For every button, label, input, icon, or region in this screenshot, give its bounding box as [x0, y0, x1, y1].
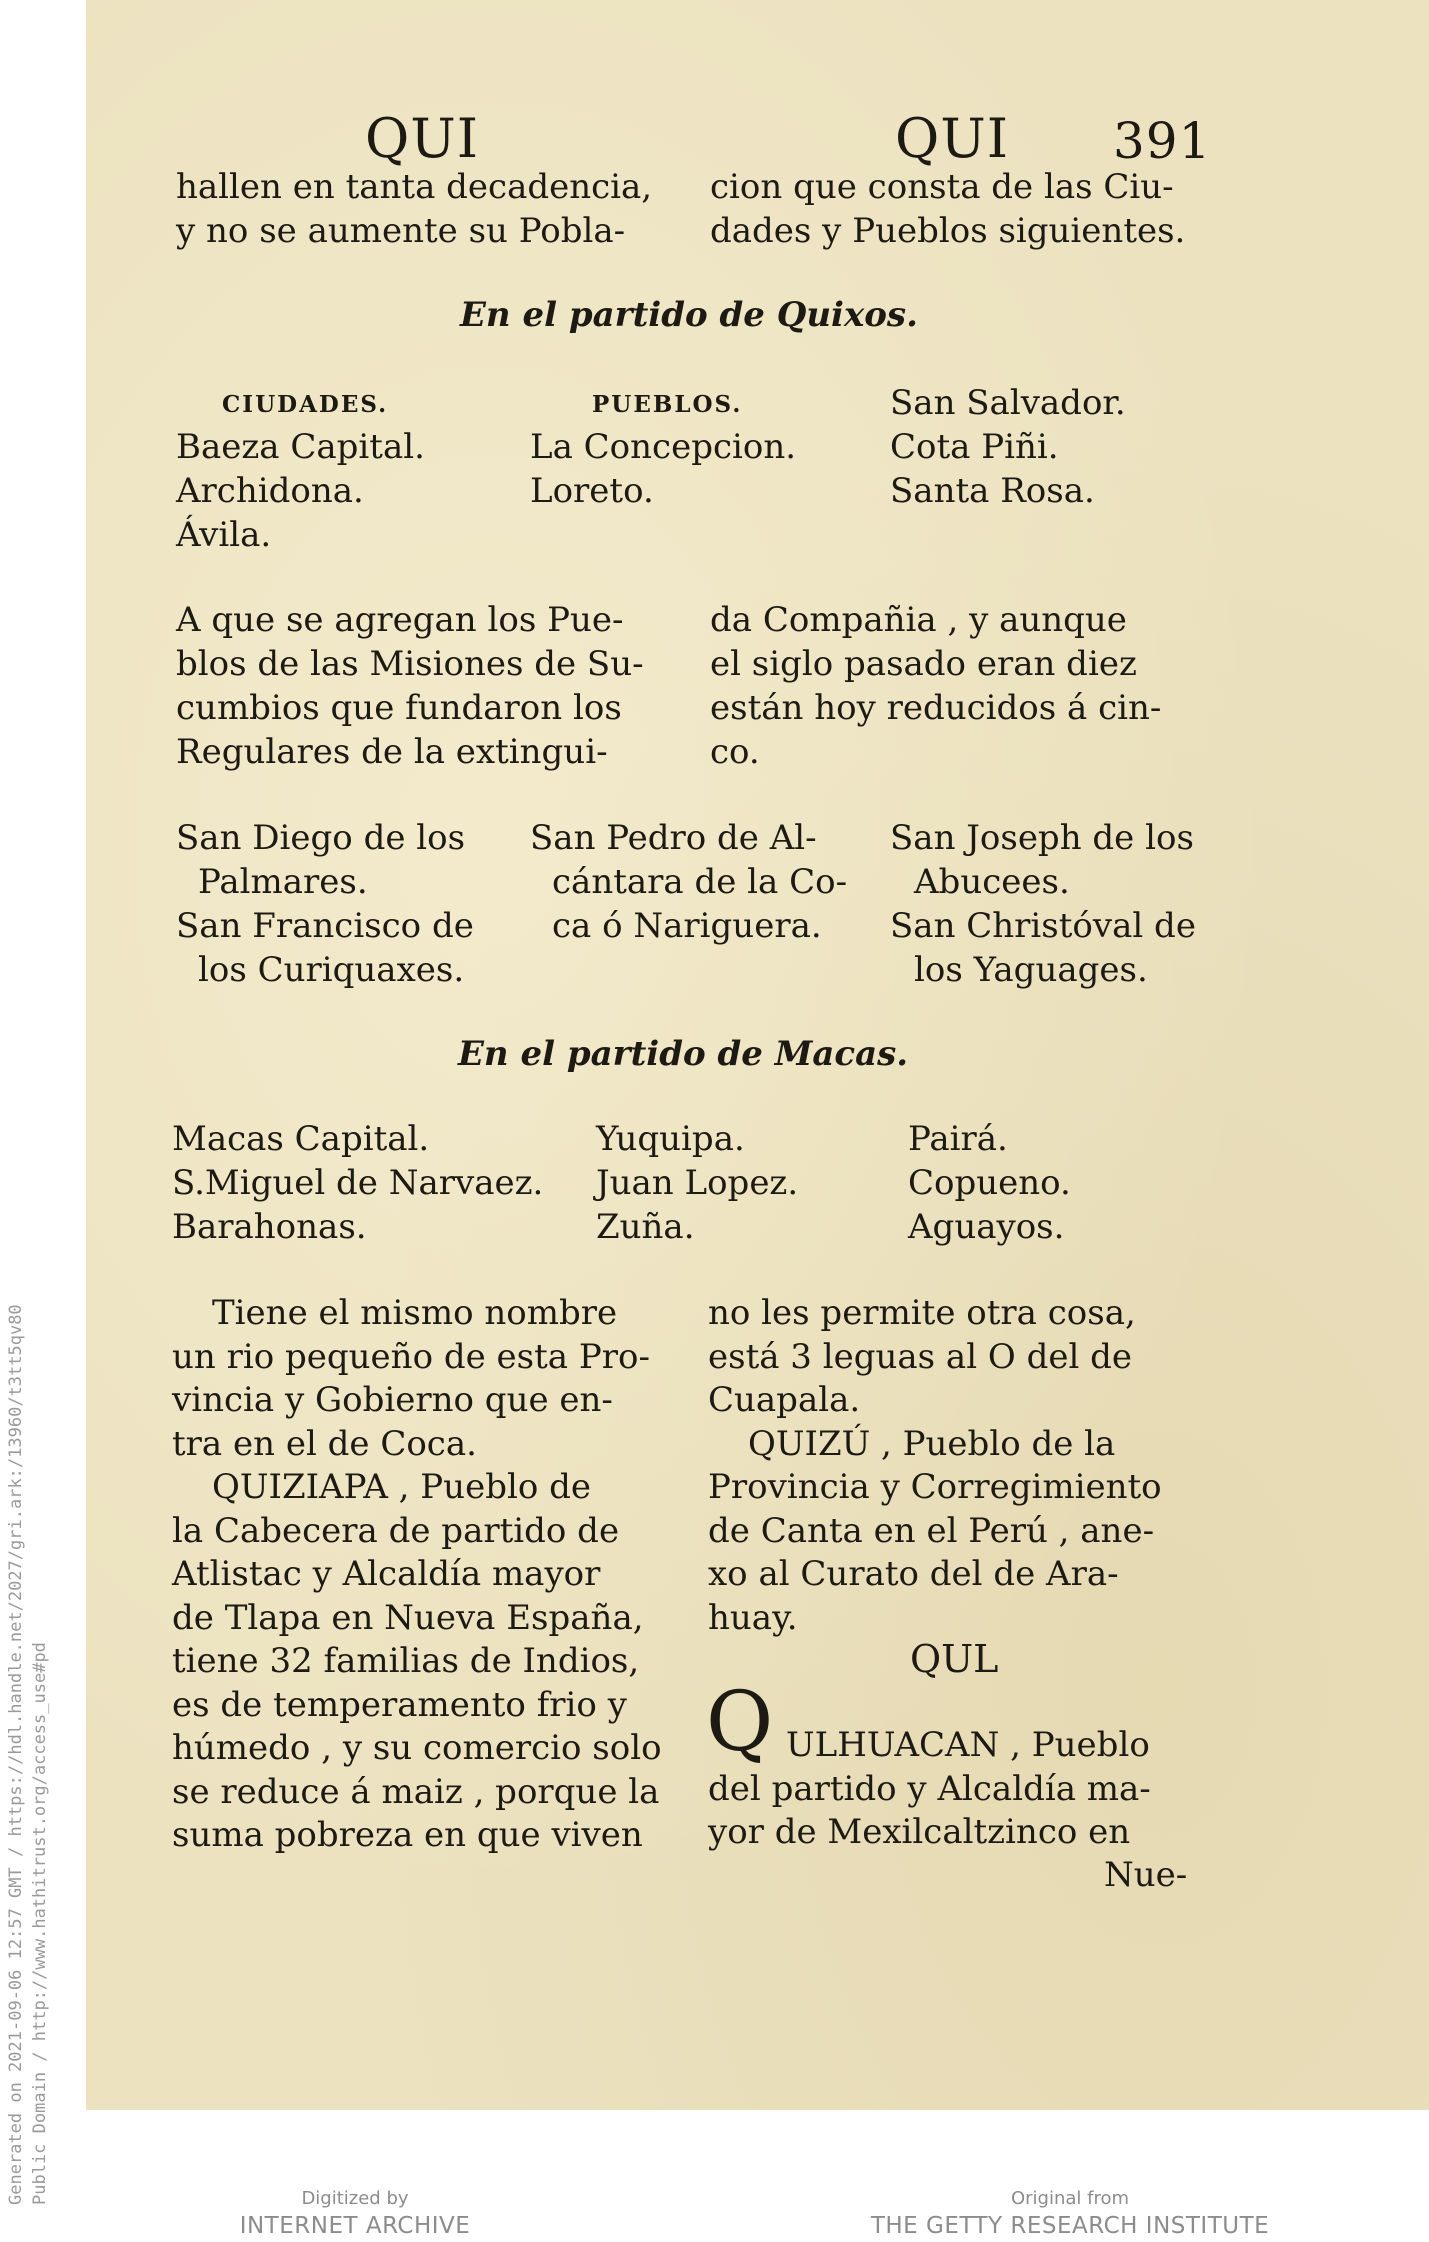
mission-entry: San Joseph de los	[890, 818, 1194, 858]
city-entry: Ávila.	[176, 515, 272, 555]
town-entry: Aguayos.	[908, 1207, 1065, 1247]
body-line: no les permite otra cosa,	[708, 1293, 1136, 1333]
body-line: xo al Curato del de Ara-	[708, 1554, 1119, 1594]
entry-line: ULHUACAN , Pueblo	[786, 1725, 1150, 1765]
mission-entry: Palmares.	[198, 862, 368, 902]
town-entry: Copueno.	[908, 1163, 1071, 1203]
body-line: Atlistac y Alcaldía mayor	[172, 1554, 601, 1594]
footer-internet-archive: INTERNET ARCHIVE	[239, 2213, 471, 2239]
drop-cap: Q	[706, 1675, 774, 1770]
body-line: de Canta en el Perú , ane-	[708, 1510, 1155, 1551]
city-entry: Baeza Capital.	[176, 427, 425, 467]
mission-entry: San Pedro de Al-	[530, 818, 817, 858]
section-heading-qul: QUL	[910, 1637, 999, 1681]
page-number: 391	[1113, 112, 1212, 170]
column-label-ciudades: CIUDADES.	[222, 391, 389, 418]
body-line: un rio pequeño de esta Pro-	[172, 1336, 650, 1377]
running-head-left: QUI	[365, 107, 480, 170]
mission-entry: San Diego de los	[176, 818, 466, 858]
body-line: se reduce á maiz , porque la	[172, 1771, 660, 1812]
intro-line: y no se aumente su Pobla-	[176, 211, 626, 251]
paragraph-line: A que se agregan los Pue-	[176, 600, 624, 640]
entry-line: del partido y Alcaldía ma-	[708, 1769, 1151, 1809]
body-line: de Tlapa en Nueva España,	[172, 1597, 644, 1638]
paragraph-line: están hoy reducidos á cin-	[710, 688, 1162, 728]
town-entry: Yuquipa.	[596, 1119, 745, 1159]
footer-digitized-by: Digitized by	[301, 2188, 409, 2209]
body-line: Cuapala.	[708, 1380, 861, 1420]
paragraph-line: Regulares de la extingui-	[176, 732, 608, 772]
footer-original-from: Original from	[1010, 2188, 1130, 2209]
entry-line: yor de Mexilcaltzinco en	[708, 1812, 1131, 1852]
body-line: QUIZÚ , Pueblo de la	[748, 1423, 1116, 1464]
body-line: tiene 32 familias de Indios,	[172, 1641, 640, 1681]
mission-entry: los Curiquaxes.	[198, 950, 465, 990]
mission-entry: San Francisco de	[176, 906, 474, 946]
town-entry: Santa Rosa.	[890, 471, 1095, 511]
paragraph-line: cumbios que fundaron los	[176, 688, 622, 728]
body-line: es de temperamento frio y	[172, 1684, 627, 1725]
paragraph-line: blos de las Misiones de Su-	[176, 644, 644, 684]
body-line: tra en el de Coca.	[172, 1423, 477, 1464]
footer-digitized	[150, 2188, 560, 2239]
mission-entry: ca ó Nariguera.	[552, 906, 822, 946]
town-entry: Pairá.	[908, 1119, 1008, 1159]
body-line: la Cabecera de partido de	[172, 1510, 620, 1551]
paragraph-line: co.	[710, 732, 760, 772]
paragraph-line: el siglo pasado eran diez	[710, 644, 1137, 684]
body-line: vincia y Gobierno que en-	[172, 1380, 613, 1420]
town-entry: Zuña.	[596, 1207, 695, 1247]
body-line: Tiene el mismo nombre	[212, 1293, 618, 1333]
mission-entry: los Yaguages.	[914, 950, 1148, 990]
running-head-right: QUI	[895, 107, 1010, 170]
watermark-line-2: Public Domain / http://www.hathitrust.org/access_use#pd	[30, 1642, 50, 2205]
city-entry: S.Miguel de Narvaez.	[172, 1163, 544, 1203]
body-line: Provincia y Corregimiento	[708, 1467, 1162, 1507]
section-heading-macas: En el partido de Macas.	[458, 1034, 909, 1074]
town-entry: Loreto.	[530, 471, 654, 511]
catchword: Nue-	[1104, 1855, 1188, 1895]
paragraph-line: da Compañia , y aunque	[710, 600, 1127, 640]
footer-original	[820, 2188, 1320, 2239]
intro-line: dades y Pueblos siguientes.	[710, 211, 1186, 251]
body-line: huay.	[708, 1597, 798, 1638]
mission-entry: San Christóval de	[890, 906, 1196, 946]
body-line: QUIZIAPA , Pueblo de	[212, 1467, 591, 1507]
footer-getty: THE GETTY RESEARCH INSTITUTE	[870, 2213, 1270, 2239]
intro-line: hallen en tanta decadencia,	[176, 167, 653, 207]
intro-line: cion que consta de las Ciu-	[710, 167, 1174, 207]
mission-entry: cántara de la Co-	[552, 862, 848, 902]
city-entry: Macas Capital.	[172, 1119, 430, 1159]
town-entry: Juan Lopez.	[596, 1163, 799, 1203]
body-line: suma pobreza en que viven	[172, 1815, 643, 1855]
watermark-line-1: Generated on 2021-09-06 12:57 GMT / https://hdl.handle.net/2027/gri.ark:/13960/t3tt5qv80	[6, 1304, 26, 2205]
city-entry: Barahonas.	[172, 1207, 367, 1247]
body-line: húmedo , y su comercio solo	[172, 1728, 662, 1768]
mission-entry: Abucees.	[914, 862, 1070, 902]
body-line: está 3 leguas al O del de	[708, 1336, 1133, 1377]
town-entry: San Salvador.	[890, 383, 1126, 423]
town-entry: La Concepcion.	[530, 427, 797, 467]
hathitrust-watermark	[4, 1304, 52, 2205]
column-label-pueblos: PUEBLOS.	[592, 391, 743, 418]
city-entry: Archidona.	[176, 471, 364, 511]
town-entry: Cota Piñi.	[890, 427, 1059, 467]
section-heading-quixos: En el partido de Quixos.	[460, 295, 918, 335]
